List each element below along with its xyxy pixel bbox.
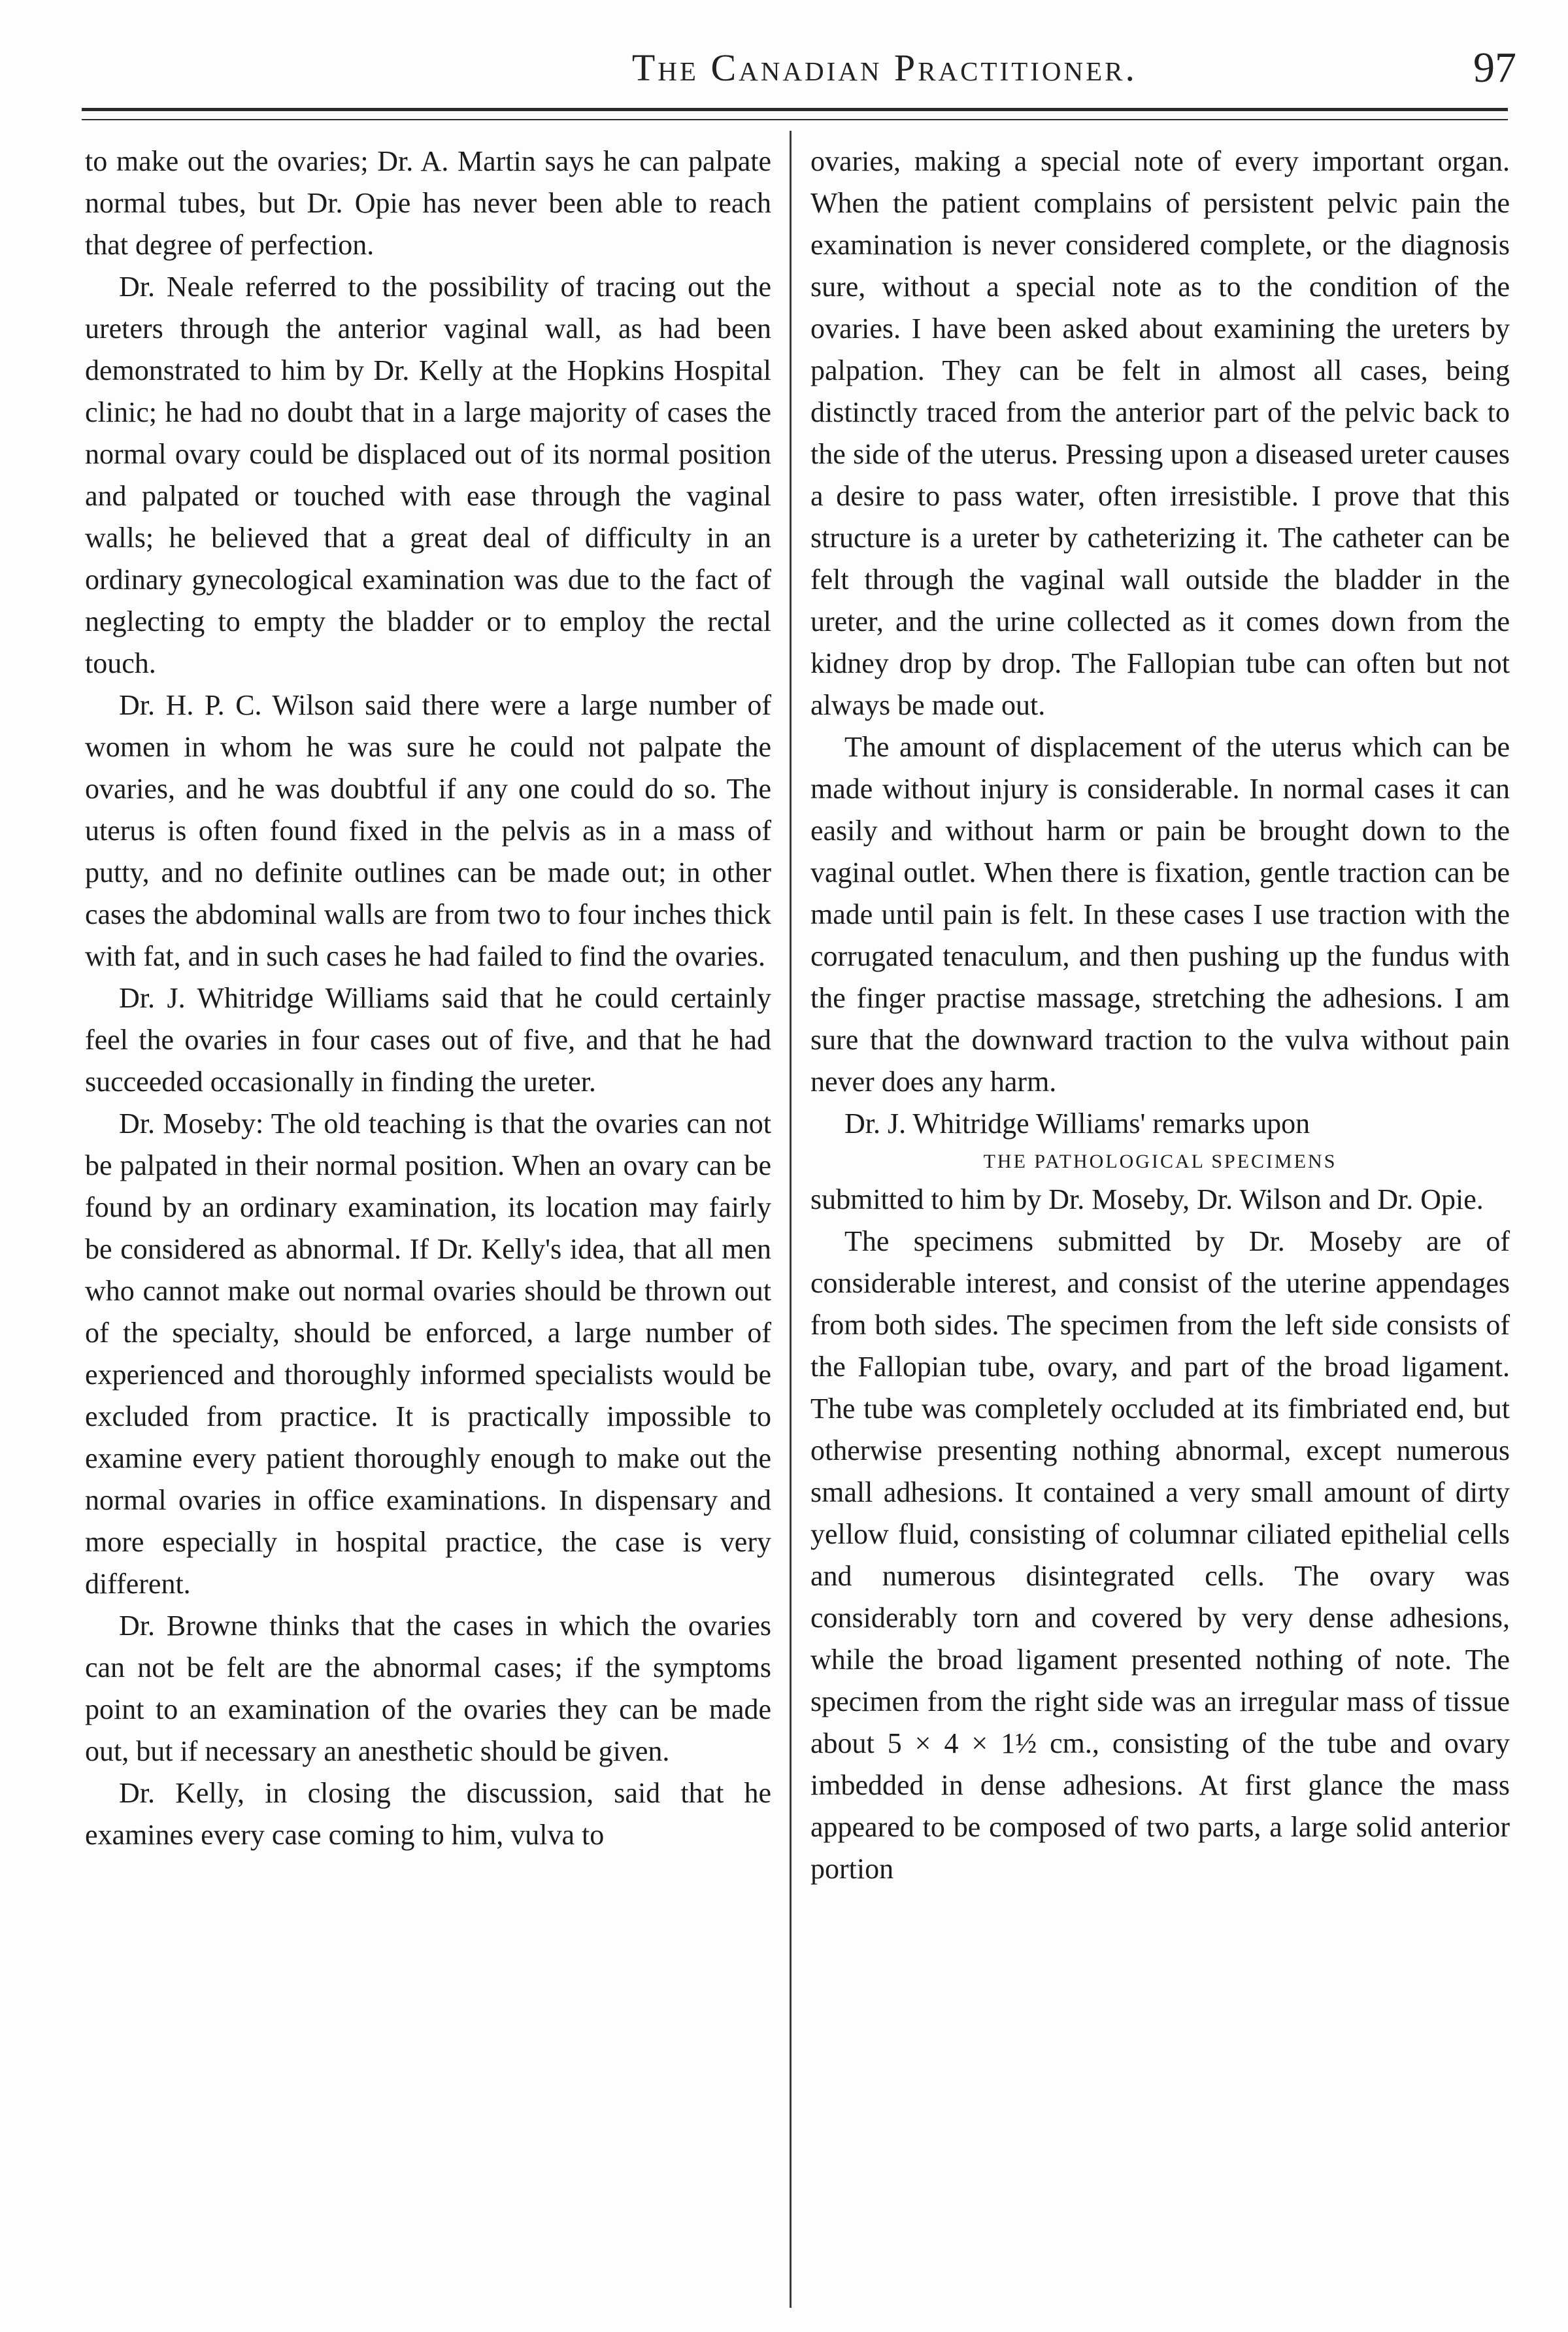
running-title: The Canadian Practitioner. xyxy=(631,46,1137,89)
paragraph: Dr. Browne thinks that the cases in which the ovaries can not be felt are the abnormal cases; if the symptoms point to an examination of the ovaries they can be made out, but if necessary an anesthetic should be given. xyxy=(85,1610,771,1767)
paragraph: ovaries, making a special note of every important organ. When the patient complains of persistent pelvic pain the examination is never considered complete, or the diagnosis sure, without a special note as to the condition of the ovaries. I have been asked about examining the ureters by palpation. They can be felt in almost all cases, being distinctly traced from the anterior part of the pelvic back to the side of the uterus. Pressing upon a diseased ureter causes a desire to pass water, often irresistible. I prove that this structure is a ureter by catheterizing it. The catheter can be felt through the vaginal wall outside the bladder in the ureter, and the urine collected as it comes down from the kidney drop by drop. The Fallopian tube can often but not always be made out. xyxy=(810,145,1510,721)
paragraph: Dr. J. Whitridge Williams' remarks upon xyxy=(844,1107,1310,1140)
header-rule-thin xyxy=(82,119,1508,120)
header-rule-thick xyxy=(82,108,1508,111)
paragraph: Dr. Kelly, in closing the discussion, said that he examines every case coming to him, vulva to xyxy=(85,1777,771,1851)
section-heading: THE PATHOLOGICAL SPECIMENS xyxy=(983,1151,1337,1172)
page-number: 97 xyxy=(1473,44,1516,92)
right-column xyxy=(810,141,1510,1890)
paragraph: The amount of displacement of the uterus which can be made without injury is considerable. In normal cases it can easily and without harm or pain be brought down to the vaginal outlet. When there is fixation, gentle traction can be made until pain is felt. In these cases I use traction with the corrugated tenaculum, and then pushing up the fundus with the finger practise massage, stretching the adhesions. I am sure that the downward traction to the vulva without pain never does any harm. xyxy=(810,731,1510,1098)
paragraph: Dr. Moseby: The old teaching is that the ovaries can not be palpated in their normal position. When an ovary can be found by an ordinary examination, its location may fairly be considered as abnormal. If Dr. Kelly's idea, that all men who cannot make out normal ovaries should be thrown out of the specialty, should be enforced, a large number of experienced and thoroughly informed specialists would be excluded from practice. It is practically impossible to examine every patient thoroughly enough to make out the normal ovaries in office examinations. In dispensary and more especially in hospital practice, the case is very different. xyxy=(85,1107,771,1600)
paragraph: Dr. H. P. C. Wilson said there were a large number of women in whom he was sure he could not palpate the ovaries, and he was doubtful if any one could do so. The uterus is often found fixed in the pelvis as in a mass of putty, and no definite outlines can be made out; in other cases the abdominal walls are from two to four inches thick with fat, and in such cases he had failed to find the ovaries. xyxy=(85,689,771,972)
paragraph: Dr. J. Whitridge Williams said that he could certainly feel the ovaries in four cases out of five, and that he had succeeded occasionally in finding the ureter. xyxy=(85,982,771,1098)
left-column xyxy=(85,141,771,1856)
paragraph: Dr. Neale referred to the possibility of tracing out the ureters through the anterior vaginal wall, as had been demonstrated to him by Dr. Kelly at the Hopkins Hospital clinic; he had no doubt that in a large majority of cases the normal ovary could be displaced out of its normal position and palpated or touched with ease through the vaginal walls; he believed that a great deal of difficulty in an ordinary gynecological examination was due to the fact of neglecting to empty the bladder or to employ the rectal touch. xyxy=(85,271,771,679)
paragraph: to make out the ovaries; Dr. A. Martin says he can palpate normal tubes, but Dr. Opie has never been able to reach that degree of perfection. xyxy=(85,145,771,261)
column-divider xyxy=(790,131,792,2308)
paragraph: submitted to him by Dr. Moseby, Dr. Wilson and Dr. Opie. xyxy=(810,1183,1484,1215)
paragraph: The specimens submitted by Dr. Moseby are of considerable interest, and consist of the uterine appendages from both sides. The specimen from the left side consists of the Fallopian tube, ovary, and part of the broad ligament. The tube was completely occluded at its fimbriated end, but otherwise presenting nothing abnormal, except numerous small adhesions. It contained a very small amount of dirty yellow fluid, consisting of columnar ciliated epithelial cells and numerous disintegrated cells. The ovary was considerably torn and covered by very dense adhesions, while the broad ligament presented nothing of note. The specimen from the right side was an irregular mass of tissue about 5 × 4 × 1½ cm., consisting of the tube and ovary imbedded in dense adhesions. At first glance the mass appeared to be composed of two parts, a large solid anterior portion xyxy=(810,1225,1510,1885)
